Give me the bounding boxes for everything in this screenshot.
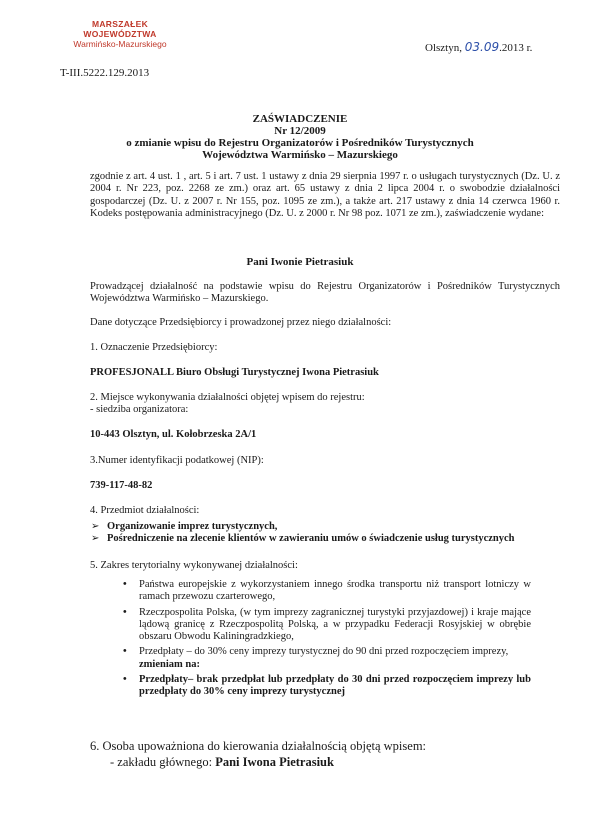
territory-item-text: Rzeczpospolita Polska, (w tym imprezy zagranicznej turystyki przyjazdowej) i kraje mające lądową granicę z Rzeczpospolitą Polską, a w przypadku Federacji Rosyjskiej w obrębie obszaru Obwodu Kaliningradzkiego, [139, 606, 531, 643]
activity-list [91, 521, 515, 545]
reference-number: T-III.5222.129.2013 [60, 67, 150, 79]
stamp-line-2: WOJEWÓDZTWA [83, 29, 157, 39]
stamp-line-3: Warmińsko-Mazurskiego [73, 39, 167, 49]
stamp-line-1: MARSZAŁEK [91, 19, 149, 29]
territory-item-text: Państwa europejskie z wykorzystaniem innego środka transportu niż transport lotniczy w ramach przewozu czarterowego, [139, 579, 531, 603]
title-line-1: ZAŚWIADCZENIE [252, 113, 348, 125]
section-3-label: 3.Numer identyfikacji podatkowej (NIP): [90, 455, 264, 466]
territory-item-text: Przedpłaty – do 30% ceny imprezy turystycznej do 90 dni przed rozpoczęciem imprezy, [139, 646, 509, 658]
activity-item-text: Pośredniczenie na zlecenie klientów w zawieraniu umów o świadczenie usług turystycznych [107, 533, 515, 544]
section-6-value: Pani Iwona Pietrasiuk [215, 755, 334, 769]
title-line-2: Nr 12/2009 [274, 125, 326, 137]
legal-basis-paragraph: zgodnie z art. 4 ust. 1 , art. 5 i art. 7 ust. 1 ustawy z dnia 29 sierpnia 1997 r. o usługach turystycznych (Dz. U. z 2004 r. Nr 223, poz. 2268 ze zm.) oraz art. 65 ustawy z dnia 2 lipca 2004 r. o swobodzie działalności gospodarczej (Dz. U. z 2007 r. Nr 155, poz. 1095 ze zm.), a także art. 217 ustawy z dnia 14 czerwca 1960 r. Kodeks postępowania administracyjnego (Dz. U. z 2000 r. Nr 98 poz. 1071 ze zm.), zaświadczenie wydane: [90, 171, 560, 219]
data-intro: Dane dotyczące Przedsiębiorcy i prowadzonej przez niego działalności: [90, 317, 392, 328]
section-6-value-line [110, 755, 334, 770]
official-stamp [60, 19, 180, 49]
title-line-4: Województwa Warmińsko – Mazurskiego [202, 149, 398, 161]
bullet-icon: • [123, 674, 127, 686]
territory-list [121, 579, 531, 699]
arrow-bullet-icon: ➢ [91, 521, 100, 532]
recipient-name: Pani Iwonie Pietrasiuk [246, 256, 354, 268]
section-1-value: PROFESJONALL Biuro Obsługi Turystycznej Iwona Pietrasiuk [90, 367, 379, 378]
title-line-3: o zmianie wpisu do Rejestru Organizatorów i Pośredników Turystycznych [126, 137, 474, 149]
territory-item [121, 674, 531, 699]
activity-item [91, 521, 515, 533]
territory-item [121, 607, 531, 644]
section-5-label: 5. Zakres terytorialny wykonywanej działalności: [90, 560, 298, 571]
territory-item-text: Przedpłaty– brak przedpłat lub przedpłaty do 30 dni przed rozpoczęciem imprezy lub przedpłaty do 30% ceny imprezy turystycznej [139, 674, 531, 698]
document-date [425, 40, 532, 54]
section-2-sub: - siedziba organizatora: [90, 404, 189, 415]
arrow-bullet-icon: ➢ [91, 533, 100, 544]
section-3-value: 739-117-48-82 [90, 480, 153, 491]
bullet-icon: • [123, 606, 127, 618]
change-note: zmieniam na: [139, 658, 200, 670]
section-1-label: 1. Oznaczenie Przedsiębiorcy: [90, 342, 218, 353]
bullet-icon: • [123, 579, 127, 590]
territory-item [121, 579, 531, 604]
territory-item [121, 646, 531, 671]
date-handwritten: 03.09 [464, 40, 500, 54]
section-6-label: 6. Osoba upoważniona do kierowania działalnością objętą wpisem: [90, 739, 427, 753]
section-2-value: 10-443 Olsztyn, ul. Kołobrzeska 2A/1 [90, 429, 257, 440]
activity-intro: Prowadzącej działalność na podstawie wpisu do Rejestru Organizatorów i Pośredników Turystycznych Województwa Warmińsko – Mazurskiego. [90, 281, 560, 305]
date-suffix: .2013 r. [499, 42, 533, 54]
activity-item-text: Organizowanie imprez turystycznych, [107, 521, 278, 532]
bullet-icon: • [123, 646, 127, 658]
date-prefix: Olsztyn, [425, 42, 462, 54]
section-6-prefix: - zakładu głównego: [110, 755, 213, 769]
activity-item [91, 533, 515, 545]
section-4-label: 4. Przedmiot działalności: [90, 505, 200, 516]
document-title [60, 113, 540, 161]
section-2-label: 2. Miejsce wykonywania działalności objętej wpisem do rejestru: [90, 392, 365, 403]
